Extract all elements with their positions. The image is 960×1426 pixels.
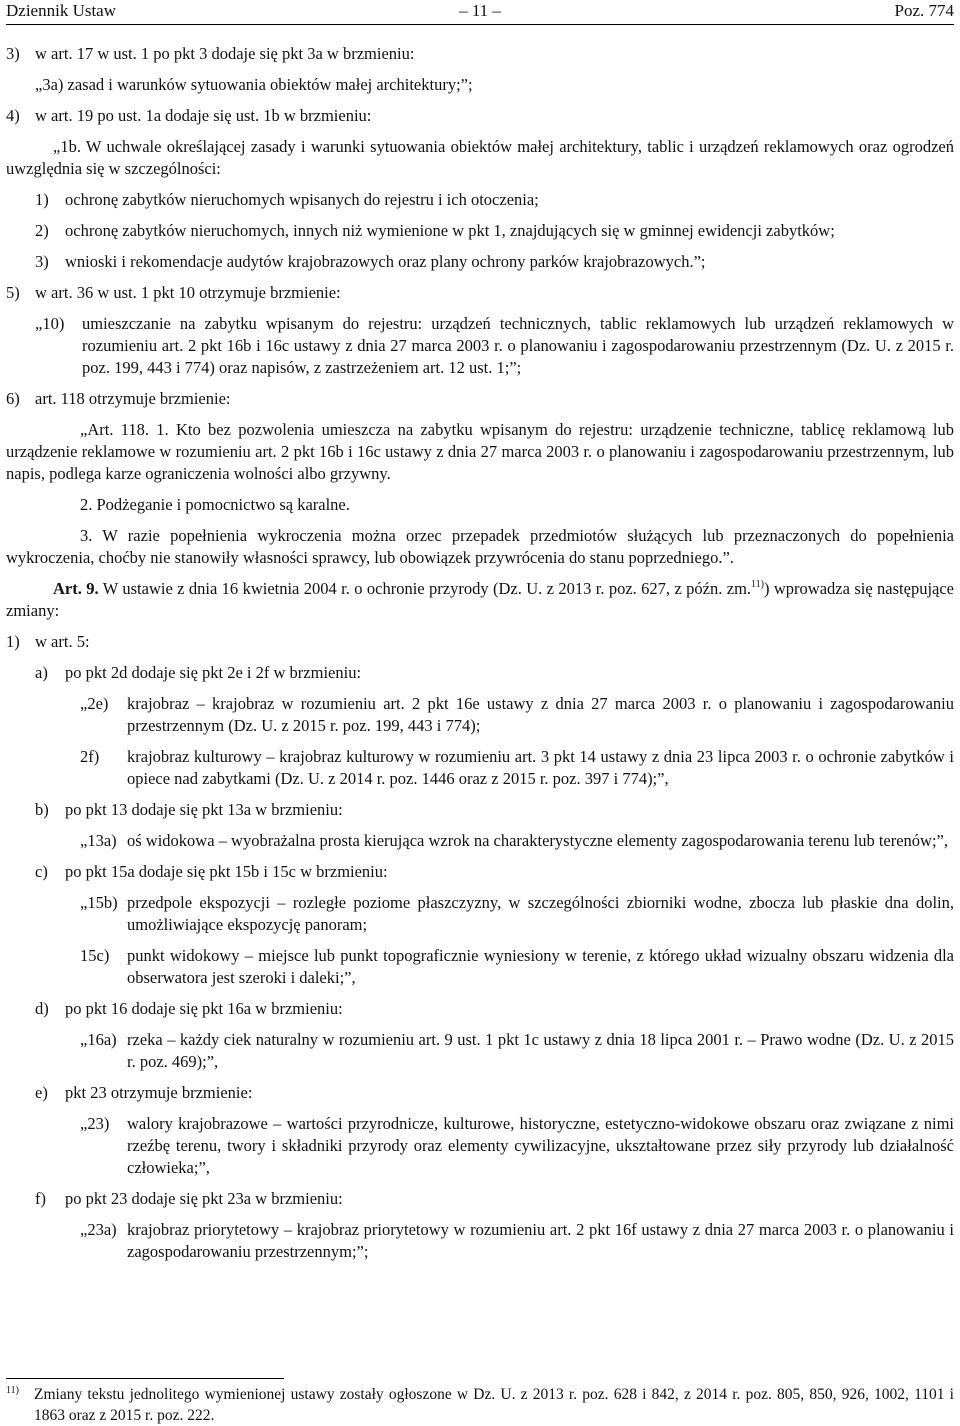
list-item: 5) w art. 36 w ust. 1 pkt 10 otrzymuje brzmienie: (6, 283, 341, 302)
list-item: e) pkt 23 otrzymuje brzmienie: (35, 1083, 253, 1102)
article-paragraph: „Art. 118. 1. Kto bez pozwolenia umieszcza na zabytku wpisanym do rejestru: urządzenie techniczne, tablicę reklamową lub urządzenie reklamowe w rozumieniu art. 2 pkt 16b i 16c ustawy z dnia 27 marca 2003 r. o planowaniu i zagospodarowaniu przestrzennym, lub napis, podlega karze ograniczenia wolności albo grzywny. (6, 420, 954, 483)
footnote-ref: 11) (751, 579, 764, 590)
quoted-provision: 15c) punkt widokowy – miejsce lub punkt topograficznie wyniesiony w terenie, z którego układ wizualny obszaru widzenia dla obserwatora jest szeroki i daleki;”, (80, 946, 954, 987)
article-9: Art. 9. W ustawie z dnia 16 kwietnia 2004 r. o ochronie przyrody (Dz. U. z 2013 r. poz. 627, z późn. zm.$^{11)}$) wprowadza się następujące zmiany: (6, 579, 954, 620)
list-item: d) po pkt 16 dodaje się pkt 16a w brzmieniu: (35, 999, 343, 1018)
position-number: Poz. 774 (894, 1, 954, 20)
quoted-provision: „16a) rzeka – każdy ciek naturalny w rozumieniu art. 9 ust. 1 pkt 1c ustawy z dnia 18 lipca 2001 r. – Prawo wodne (Dz. U. z 2015 r. poz. 469);”, (80, 1030, 954, 1071)
quoted-provision: „2e) krajobraz – krajobraz w rozumieniu art. 2 pkt 16e ustawy z dnia 27 marca 2003 r. o planowaniu i zagospodarowaniu przestrzennym (Dz. U. z 2015 r. poz. 199, 443 i 774); (80, 694, 954, 735)
document-body (6, 43, 954, 1272)
quoted-provision: „13a) oś widokowa – wyobrażalna prosta kierująca wzrok na charakterystyczne elementy zagospodarowania terenu lub terenów;”, (80, 831, 948, 850)
list-item: 1) ochronę zabytków nieruchomych wpisanych do rejestru i ich otoczenia; (35, 190, 539, 209)
footnote-number: 11) (6, 1385, 19, 1396)
list-item: 3) w art. 17 w ust. 1 po pkt 3 dodaje się pkt 3a w brzmieniu: (6, 44, 415, 63)
quoted-provision: „3a) zasad i warunków sytuowania obiektów małej architektury;”; (35, 75, 473, 94)
quoted-provision: 2f) krajobraz kulturowy – krajobraz kulturowy w rozumieniu art. 3 pkt 14 ustawy z dnia 23 lipca 2003 r. o ochronie zabytków i opiece nad zabytkami (Dz. U. z 2014 r. poz. 1446 oraz z 2015 r. poz. 397 i 774);”, (80, 747, 954, 788)
article-label: Art. 9. (53, 579, 99, 598)
list-item: f) po pkt 23 dodaje się pkt 23a w brzmieniu: (35, 1189, 343, 1208)
list-item: 4) w art. 19 po ust. 1a dodaje się ust. 1b w brzmieniu: (6, 106, 372, 125)
list-item: 3) wnioski i rekomendacje audytów krajobrazowych oraz plany ochrony parków krajobrazowych.”; (35, 252, 706, 271)
quoted-provision: „23a) krajobraz priorytetowy – krajobraz priorytetowy w rozumieniu art. 2 pkt 16f ustawy z dnia 27 marca 2003 r. o planowaniu i zagospodarowaniu przestrzennym;”; (80, 1220, 954, 1261)
footnote-text: Zmiany tekstu jednolitego wymienionej ustawy zostały ogłoszone w Dz. U. z 2013 r. poz. 628 i 842, z 2014 r. poz. 805, 850, 926, 1002, 1101 i 1863 oraz z 2015 r. poz. 222. (34, 1386, 954, 1424)
footnote (6, 1384, 954, 1426)
list-item: 1) w art. 5: (6, 632, 90, 651)
quoted-provision: „15b) przedpole ekspozycji – rozległe poziome płaszczyzny, w szczególności zbiorniki wodne, zbocza lub płaskie dna dolin, umożliwiające ekspozycję panoram; (80, 893, 954, 934)
page-number: – 11 – (459, 1, 501, 20)
quoted-provision: „23) walory krajobrazowe – wartości przyrodnicze, kulturowe, historyczne, estetyczno-widokowe obszaru oraz związane z nimi rzeźbę terenu, twory i składniki przyrody oraz elementy cywilizacyjne, ukształtowane przez siły przyrody lub działalność człowieka;”, (80, 1114, 954, 1177)
list-item: 2) ochronę zabytków nieruchomych, innych niż wymienione w pkt 1, znajdujących się w gminnej ewidencji zabytków; (35, 221, 835, 240)
article-paragraph: 3. W razie popełnienia wykroczenia można orzec przepadek przedmiotów służących lub przeznaczonych do popełnienia wykroczenia, choćby nie stanowiły własności sprawcy, lub obowiązek przywrócenia do stanu poprzedniego.”. (6, 526, 954, 567)
list-item: c) po pkt 15a dodaje się pkt 15b i 15c w brzmieniu: (35, 862, 388, 881)
list-item: 6) art. 118 otrzymuje brzmienie: (6, 389, 231, 408)
list-item: b) po pkt 13 dodaje się pkt 13a w brzmieniu: (35, 800, 343, 819)
list-item: a) po pkt 2d dodaje się pkt 2e i 2f w brzmieniu: (35, 663, 362, 682)
header-rule (6, 24, 954, 25)
page-header (6, 0, 954, 22)
footnote-separator (6, 1378, 284, 1379)
quoted-paragraph: „1b. W uchwale określającej zasady i warunki sytuowania obiektów małej architektury, tablic i urządzeń reklamowych oraz ogrodzeń uwzględnia się w szczególności: (6, 137, 954, 178)
journal-name: Dziennik Ustaw (6, 1, 117, 20)
quoted-provision: „10) umieszczanie na zabytku wpisanym do rejestru: urządzeń technicznych, tablic reklamowych lub urządzeń reklamowych w rozumieniu art. 2 pkt 16b i 16c ustawy z dnia 27 marca 2003 r. o planowaniu i zagospodarowaniu przestrzennym (Dz. U. z 2015 r. poz. 199, 443 i 774) oraz napisów, z zastrzeżeniem art. 12 ust. 1;”; (35, 314, 954, 377)
article-paragraph: 2. Podżeganie i pomocnictwo są karalne. (80, 495, 350, 514)
